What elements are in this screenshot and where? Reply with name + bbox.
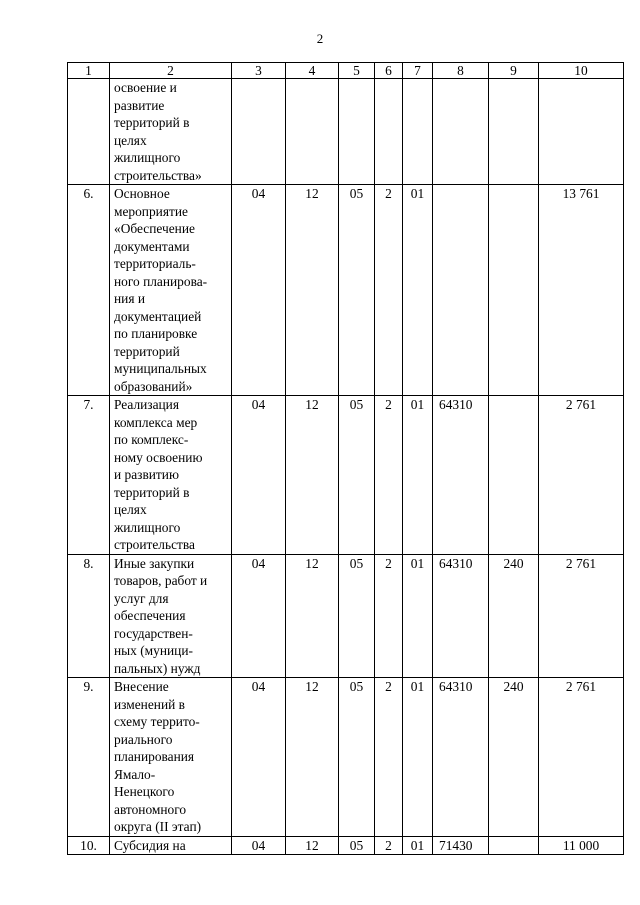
table-row: [68, 396, 624, 555]
amount-cell: [539, 79, 624, 185]
header-cell: 1: [68, 63, 110, 79]
code-cell-3: 04: [232, 836, 286, 855]
table-header-row: [68, 63, 624, 79]
name-line: по планировке: [114, 326, 198, 341]
row-name-cell: [110, 396, 232, 555]
code-cell-3: 04: [232, 554, 286, 678]
name-line: ного планирова-: [114, 273, 208, 289]
code-cell-4: 12: [286, 678, 339, 837]
name-line: жилищного: [114, 150, 181, 165]
name-line: изменений в: [114, 696, 185, 712]
code-cell-6: 2: [375, 678, 403, 837]
row-name-cell: [110, 554, 232, 678]
name-line: образований»: [114, 378, 193, 394]
code-cell-3: [232, 79, 286, 185]
code-cell-6: 2: [375, 554, 403, 678]
code-cell-9: [489, 836, 539, 855]
code-cell-9: 240: [489, 678, 539, 837]
name-line: целях: [114, 502, 147, 517]
code-cell-6: [375, 79, 403, 185]
name-line: Внесение: [114, 679, 169, 694]
name-line: мероприятие: [114, 203, 188, 219]
code-cell-8: [433, 185, 489, 396]
header-cell: 4: [286, 63, 339, 79]
name-line: документацией: [114, 308, 202, 324]
row-number-cell: 8.: [68, 554, 110, 678]
table-row: [68, 185, 624, 396]
page-number: 2: [316, 31, 324, 46]
name-line: строительства: [114, 537, 195, 552]
code-cell-7: 01: [403, 185, 433, 396]
name-line: автономного: [114, 801, 187, 817]
amount-cell: 11 000: [539, 836, 624, 855]
name-line: риального: [114, 731, 173, 747]
name-line: территорий в: [114, 115, 190, 130]
name-line: «Обеспечение: [114, 221, 195, 236]
code-cell-5: [339, 79, 375, 185]
header-cell: 2: [110, 63, 232, 79]
code-cell-8: 64310: [433, 396, 489, 555]
code-cell-4: 12: [286, 185, 339, 396]
code-cell-9: 240: [489, 554, 539, 678]
name-line: целях: [114, 132, 147, 148]
amount-cell: 2 761: [539, 554, 624, 678]
code-cell-8: [433, 79, 489, 185]
amount-cell: 2 761: [539, 678, 624, 837]
name-line: Иные закупки: [114, 555, 195, 571]
name-line: государствен-: [114, 625, 193, 641]
name-line: планирования: [114, 749, 195, 764]
code-cell-5: 05: [339, 678, 375, 837]
row-number-cell: [68, 79, 110, 185]
row-number-cell: 6.: [68, 185, 110, 396]
header-cell: 9: [489, 63, 539, 79]
name-line: и развитию: [114, 467, 179, 482]
amount-cell: 2 761: [539, 396, 624, 555]
name-line: ных (муници-: [114, 643, 193, 658]
header-cell: 8: [433, 63, 489, 79]
row-name-cell: [110, 678, 232, 837]
name-line: развитие: [114, 97, 165, 113]
name-line: территориаль-: [114, 256, 196, 271]
row-number-cell: 7.: [68, 396, 110, 555]
code-cell-4: 12: [286, 396, 339, 555]
header-cell: 6: [375, 63, 403, 79]
row-number-cell: 9.: [68, 678, 110, 837]
code-cell-9: [489, 79, 539, 185]
table-row: [68, 554, 624, 678]
name-line: Ненецкого: [114, 784, 175, 799]
code-cell-4: [286, 79, 339, 185]
code-cell-8: 64310: [433, 678, 489, 837]
name-line: территорий: [114, 343, 180, 359]
table-row: [68, 836, 624, 855]
name-line: Субсидия на: [114, 837, 186, 853]
row-name-cell: [110, 836, 232, 855]
row-number-cell: 10.: [68, 836, 110, 855]
name-line: пальных) нужд: [114, 660, 201, 676]
name-line: схему террито-: [114, 714, 200, 729]
name-line: ному освоению: [114, 449, 203, 465]
code-cell-3: 04: [232, 396, 286, 555]
amount-cell: 13 761: [539, 185, 624, 396]
table-row: [68, 678, 624, 837]
code-cell-6: 2: [375, 396, 403, 555]
code-cell-5: 05: [339, 554, 375, 678]
name-line: территорий в: [114, 484, 190, 500]
code-cell-8: 71430: [433, 836, 489, 855]
name-line: освоение и: [114, 80, 177, 95]
code-cell-8: 64310: [433, 554, 489, 678]
code-cell-6: 2: [375, 836, 403, 855]
name-line: Реализация: [114, 397, 180, 412]
header-cell: 5: [339, 63, 375, 79]
name-line: по комплекс-: [114, 432, 189, 447]
code-cell-4: 12: [286, 554, 339, 678]
header-cell: 7: [403, 63, 433, 79]
header-cell: 3: [232, 63, 286, 79]
row-name-cell: [110, 79, 232, 185]
code-cell-5: 05: [339, 836, 375, 855]
code-cell-6: 2: [375, 185, 403, 396]
name-line: муниципальных: [114, 361, 207, 376]
name-line: услуг для: [114, 590, 169, 606]
row-name-cell: [110, 185, 232, 396]
code-cell-5: 05: [339, 396, 375, 555]
code-cell-5: 05: [339, 185, 375, 396]
name-line: ния и: [114, 291, 146, 306]
code-cell-7: 01: [403, 836, 433, 855]
name-line: жилищного: [114, 519, 181, 535]
code-cell-3: 04: [232, 678, 286, 837]
code-cell-9: [489, 185, 539, 396]
code-cell-3: 04: [232, 185, 286, 396]
code-cell-7: 01: [403, 396, 433, 555]
name-line: товаров, работ и: [114, 573, 208, 588]
name-line: округа (II этап): [114, 819, 202, 834]
name-line: строительства»: [114, 167, 202, 183]
table-row: [68, 79, 624, 185]
header-cell: 10: [539, 63, 624, 79]
code-cell-4: 12: [286, 836, 339, 855]
code-cell-7: [403, 79, 433, 185]
code-cell-7: 01: [403, 554, 433, 678]
code-cell-9: [489, 396, 539, 555]
name-line: Основное: [114, 186, 170, 201]
budget-table: [67, 62, 624, 855]
code-cell-7: 01: [403, 678, 433, 837]
name-line: Ямало-: [114, 766, 156, 782]
name-line: документами: [114, 238, 190, 254]
name-line: комплекса мер: [114, 414, 198, 430]
name-line: обеспечения: [114, 608, 186, 623]
